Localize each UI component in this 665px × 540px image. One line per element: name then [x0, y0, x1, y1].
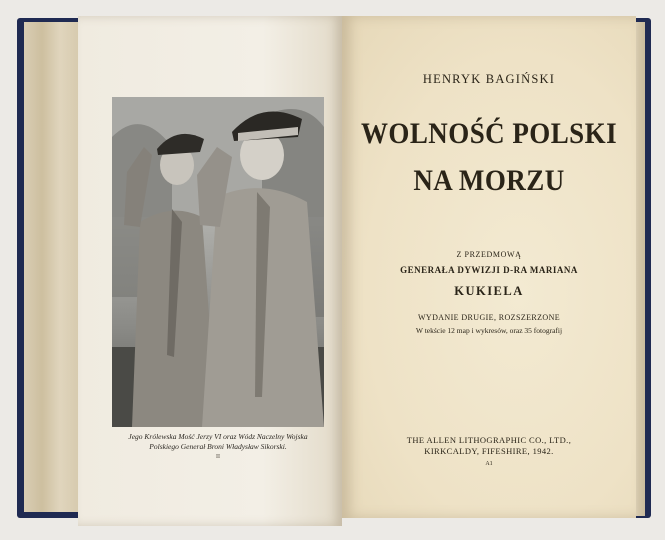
contents-note: W tekście 12 map i wykresów, oraz 35 fotografij	[415, 326, 563, 335]
foreword-intro: Z PRZEDMOWĄ	[456, 250, 522, 259]
publisher-line-2: KIRKCALDY, FIFESHIRE, 1942.	[424, 446, 554, 456]
left-page-mark: II	[216, 454, 220, 460]
right-page-mark: A1	[485, 461, 493, 467]
photograph	[112, 97, 324, 427]
foreword-author-name: KUKIELA	[454, 284, 524, 298]
publisher-line-1: THE ALLEN LITHOGRAPHIC CO., LTD.,	[406, 435, 572, 445]
edition-note: WYDANIE DRUGIE, ROZSZERZONE	[417, 313, 561, 322]
book-title-line-1: WOLNOŚĆ POLSKI	[360, 117, 618, 150]
photo-figures	[112, 97, 324, 427]
author-name: HENRYK BAGIŃSKI	[422, 72, 556, 86]
caption-line-1: Jego Królewska Mość Jerzy VI oraz Wódz Naczelny Wojska	[128, 432, 308, 441]
foreword-author-rank: GENERAŁA DYWIZJI D-RA MARIANA	[400, 265, 578, 275]
book-title-line-2: NA MORZU	[413, 164, 565, 197]
photo-caption	[112, 432, 324, 452]
page-edges-left	[24, 22, 84, 512]
caption-line-2: Polskiego Generał Broni Władysław Sikorski.	[149, 442, 287, 451]
